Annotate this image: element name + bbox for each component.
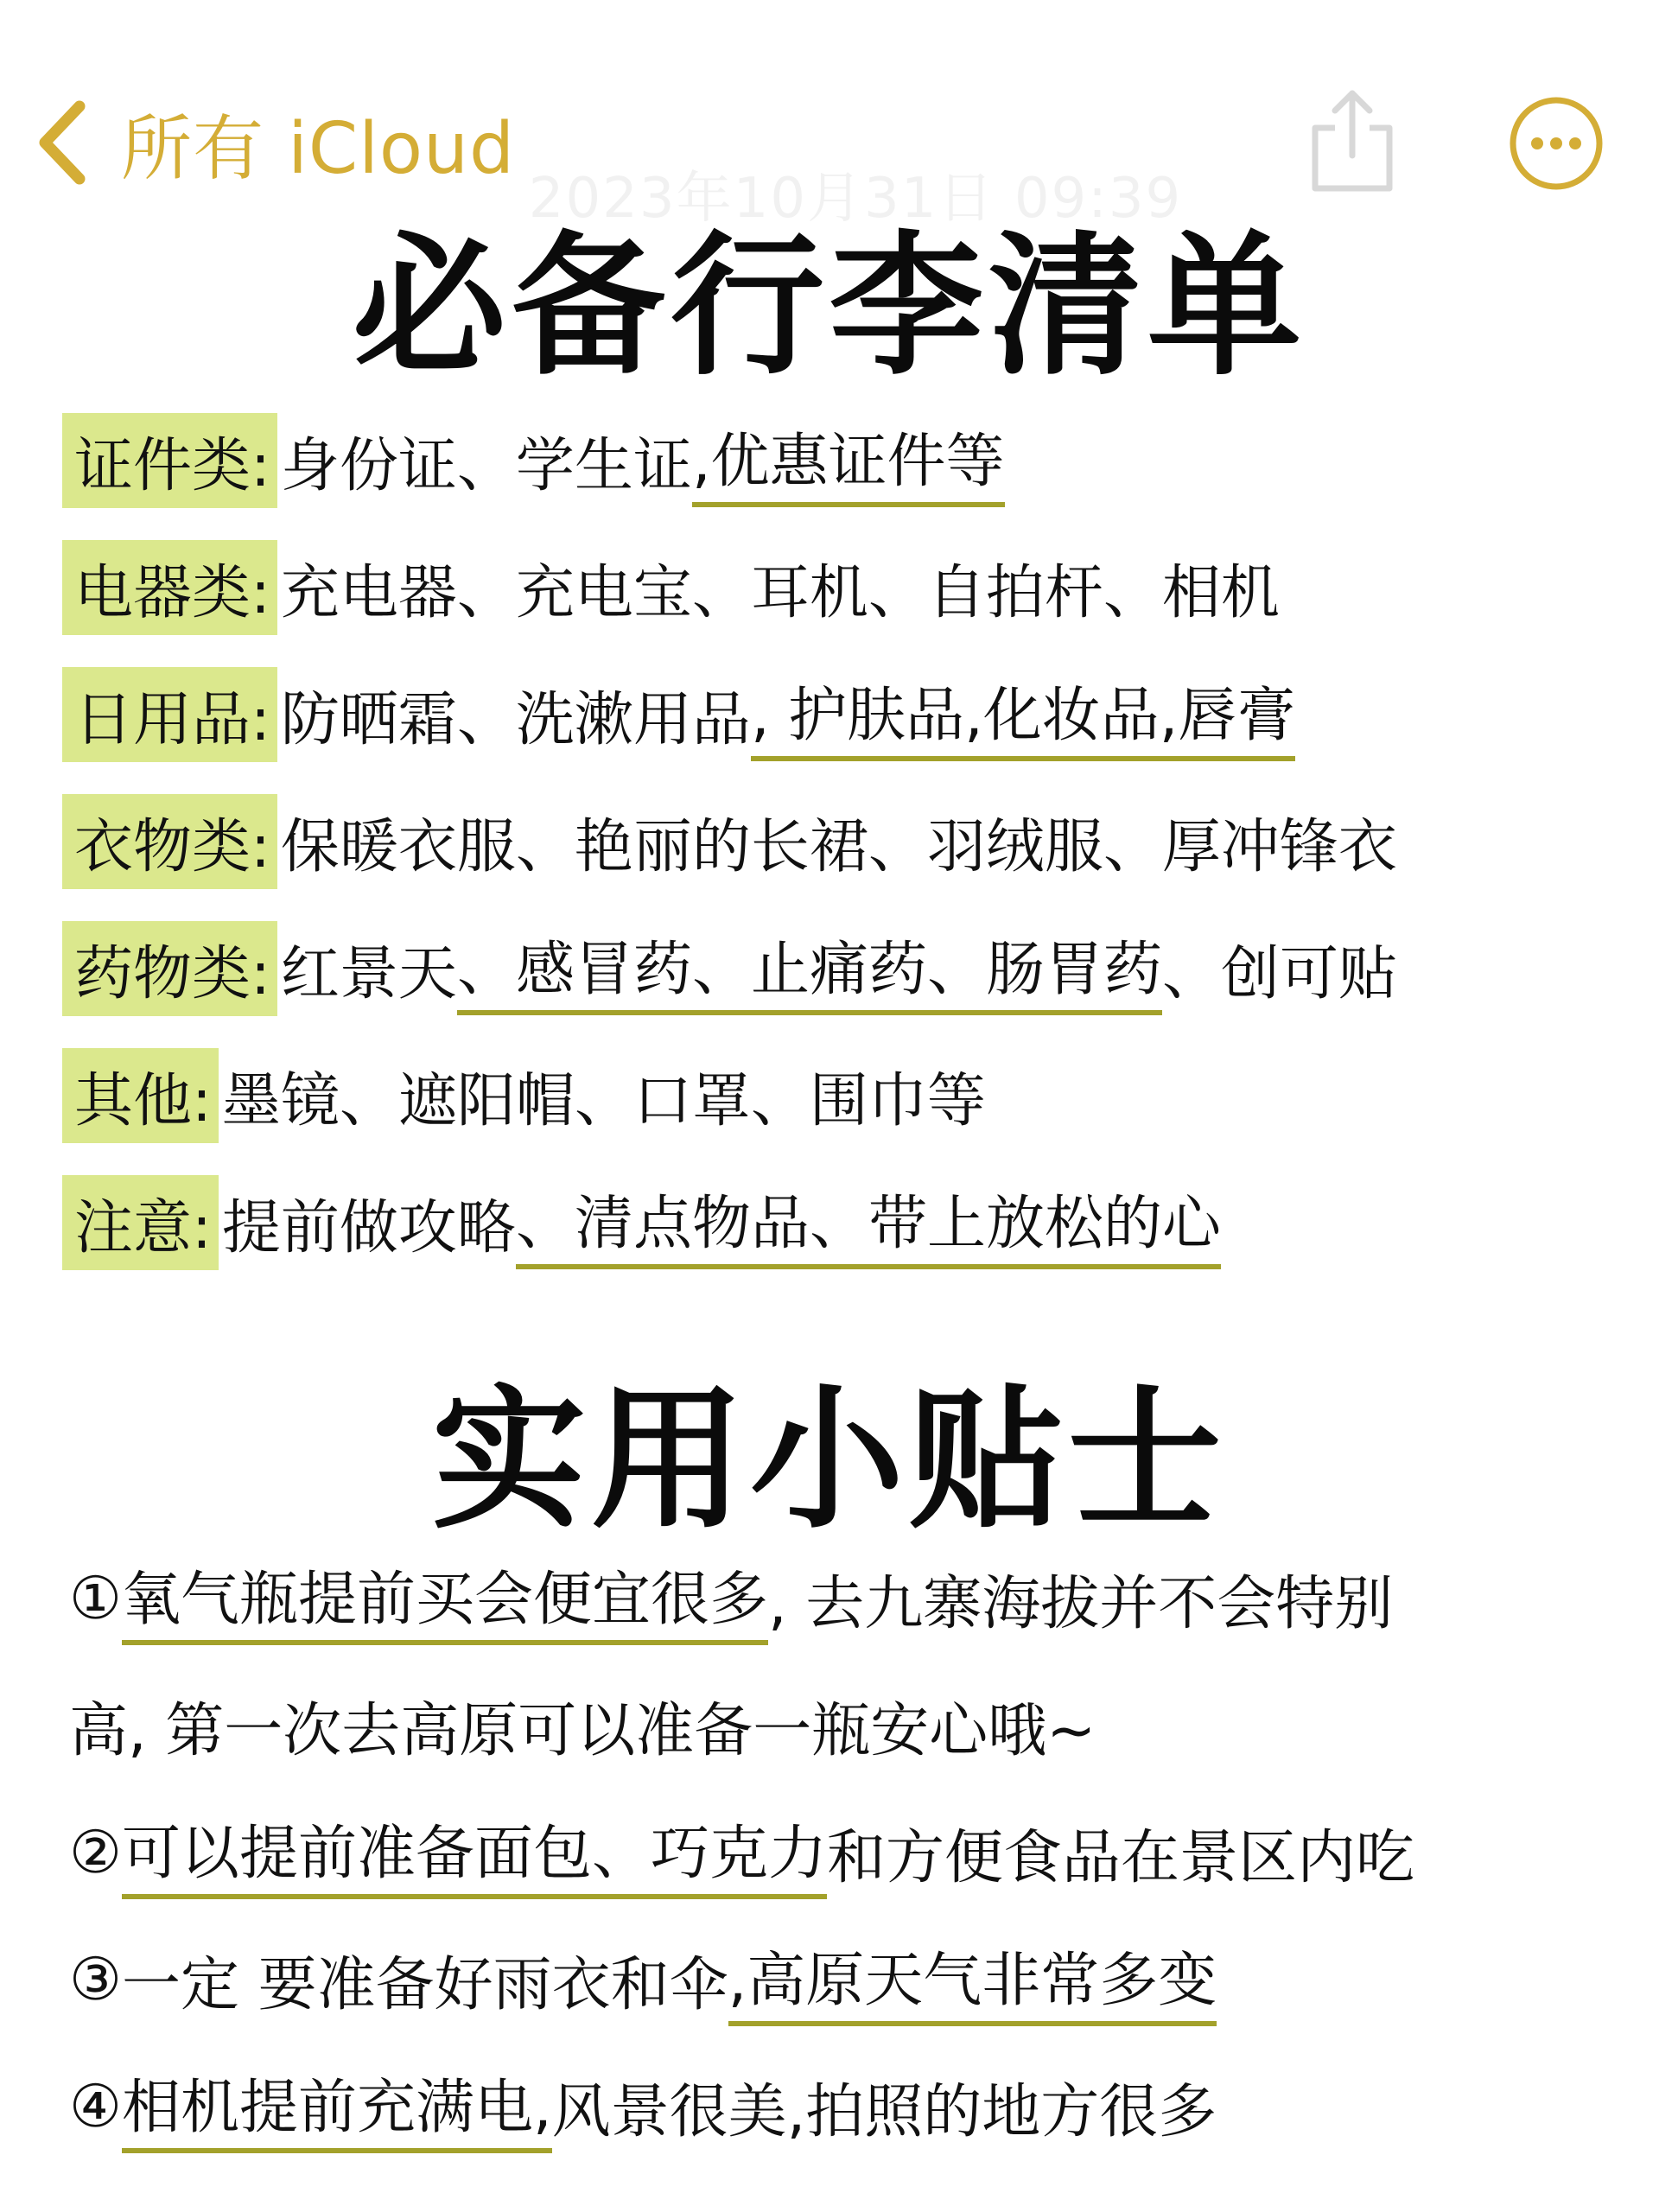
item-text-underlined: 、感冒药、止痛药、肠胃药 bbox=[457, 923, 1162, 1015]
item-text-post: 、创可贴 bbox=[1161, 939, 1397, 1008]
item-text: 充电器、充电宝、耳机、自拍杆、相机 bbox=[280, 558, 1280, 627]
tip-text: 和方便食品在景区内吃 bbox=[826, 1823, 1414, 1892]
share-icon[interactable] bbox=[1305, 86, 1400, 194]
item-text: 防晒霜、洗漱用品 bbox=[280, 685, 751, 754]
back-label: 所有 iCloud bbox=[121, 107, 516, 190]
tip-text: , 去九寨海拔并不会特别 bbox=[767, 1569, 1394, 1638]
item-text: 提前做攻略 bbox=[221, 1193, 516, 1262]
tip-text-underlined: 相机提前充满电, bbox=[122, 2061, 552, 2153]
section-title: 实用小贴士 bbox=[432, 1369, 1227, 1549]
tip-number: ① bbox=[69, 1564, 122, 1633]
top-nav-bar bbox=[0, 0, 1659, 231]
item-text-underlined: ,优惠证件等 bbox=[692, 415, 1005, 507]
list-item bbox=[62, 921, 1397, 1016]
tip-text-underlined: 可以提前准备面包、巧克力 bbox=[122, 1807, 827, 1899]
tip-text: 风景很美,拍照的地方很多 bbox=[551, 2077, 1217, 2146]
tip-item bbox=[69, 1551, 1393, 1646]
tip-number: ② bbox=[69, 1818, 122, 1887]
list-item bbox=[62, 794, 1397, 889]
category-label: 药物类: bbox=[62, 921, 277, 1016]
item-text: 红景天 bbox=[280, 939, 457, 1008]
category-label: 其他: bbox=[62, 1048, 219, 1143]
item-text: 保暖衣服、艳丽的长裙、羽绒服、厚冲锋衣 bbox=[280, 812, 1397, 881]
page-title: 必备行李清单 bbox=[353, 215, 1306, 396]
category-label: 衣物类: bbox=[62, 794, 277, 889]
tip-item bbox=[69, 2059, 1217, 2154]
tip-text-underlined: ,高原天气非常多变 bbox=[728, 1934, 1217, 2026]
item-text-underlined: , 护肤品,化妆品,唇膏 bbox=[751, 669, 1295, 761]
category-label: 证件类: bbox=[62, 413, 277, 508]
category-label: 日用品: bbox=[62, 667, 277, 762]
tip-text-underlined: 氧气瓶提前买会便宜很多 bbox=[122, 1553, 768, 1645]
back-button[interactable] bbox=[35, 95, 515, 190]
tip-text: 高, 第一次去高原可以准备一瓶安心哦~ bbox=[69, 1696, 1096, 1765]
category-label: 电器类: bbox=[62, 540, 277, 635]
list-item bbox=[62, 1175, 1221, 1270]
tip-item bbox=[69, 1932, 1217, 2027]
list-item bbox=[62, 1048, 986, 1143]
list-item bbox=[62, 540, 1280, 635]
list-item bbox=[62, 667, 1295, 762]
tip-item bbox=[69, 1678, 1096, 1773]
chevron-left-icon bbox=[35, 99, 88, 186]
item-text: 身份证、学生证 bbox=[280, 431, 692, 500]
category-label: 注意: bbox=[62, 1175, 219, 1270]
more-icon[interactable] bbox=[1508, 95, 1605, 192]
item-text: 墨镜、遮阳帽、口罩、围巾等 bbox=[221, 1066, 986, 1135]
tip-number: ④ bbox=[69, 2072, 122, 2141]
tip-number: ③ bbox=[69, 1945, 122, 2014]
tip-item bbox=[69, 1805, 1414, 1900]
note-date: 2023年10月31日 09:39 bbox=[528, 167, 1183, 231]
tip-text: 一定 要准备好雨衣和伞 bbox=[121, 1950, 728, 2019]
item-text-underlined: 、清点物品、带上放松的心 bbox=[516, 1177, 1221, 1269]
list-item bbox=[62, 413, 1005, 508]
